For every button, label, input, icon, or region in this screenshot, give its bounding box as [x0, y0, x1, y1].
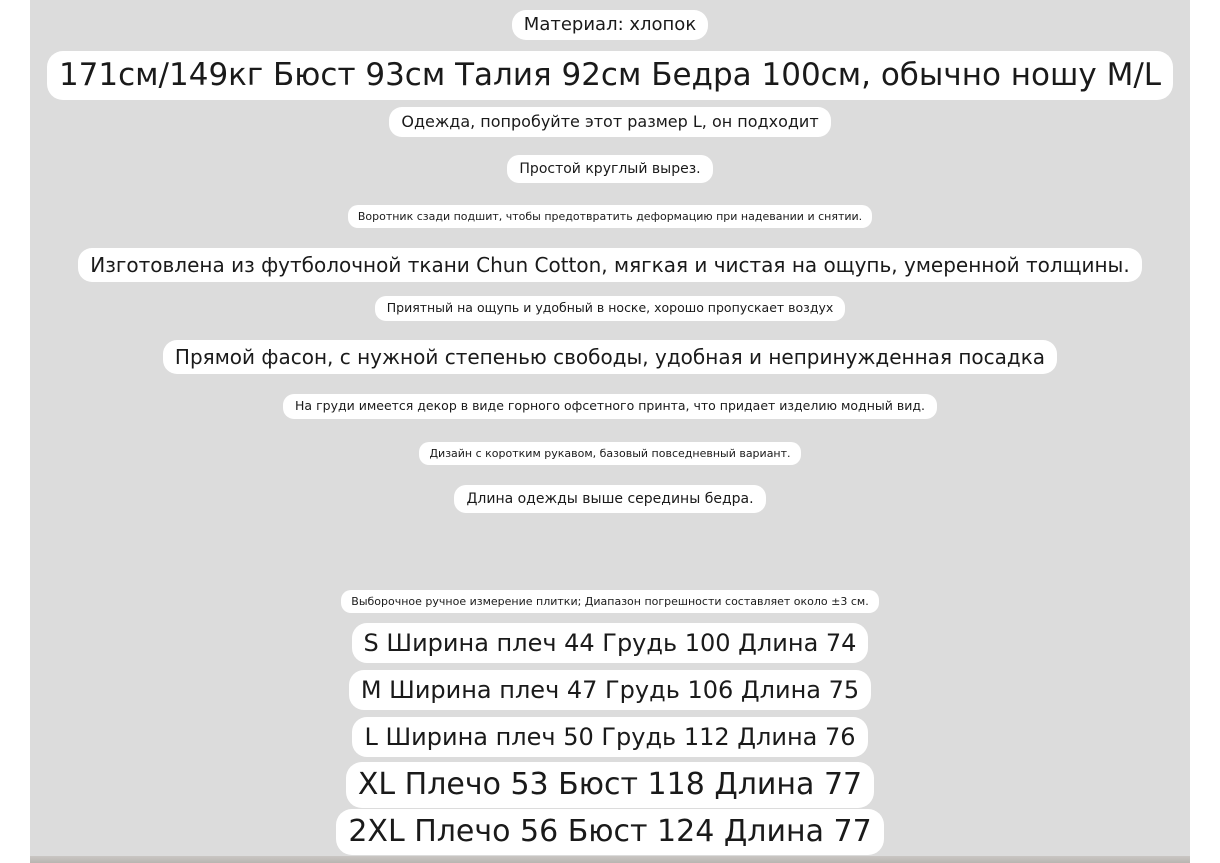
feature-row [0, 394, 1220, 419]
feature-row [0, 442, 1220, 465]
feature-label: На груди имеется декор в виде горного офсетного принта, что придает изделию модный вид. [283, 394, 937, 419]
size-l-label: L Ширина плеч 50 Грудь 112 Длина 76 [352, 717, 867, 757]
size-tip-row [0, 107, 1220, 137]
feature-row [0, 248, 1220, 282]
feature-label: Длина одежды выше середины бедра. [454, 485, 765, 513]
size-recommendation-label: Одежда, попробуйте этот размер L, он подходит [389, 107, 830, 137]
bottom-shade [30, 856, 1190, 863]
size-row [0, 809, 1220, 855]
material-label: Материал: хлопок [512, 10, 708, 40]
model-measurements-label: 171см/149кг Бюст 93см Талия 92см Бедра 100см, обычно ношу M/L [47, 51, 1173, 100]
measurement-note-row [0, 590, 1220, 613]
feature-label: Приятный на ощупь и удобный в носке, хорошо пропускает воздух [375, 296, 846, 321]
size-row [0, 717, 1220, 757]
feature-row [0, 340, 1220, 374]
feature-label: Дизайн с коротким рукавом, базовый повседневный вариант. [419, 442, 800, 465]
feature-row [0, 205, 1220, 228]
feature-label: Простой круглый вырез. [507, 155, 712, 183]
size-m-label: M Ширина плеч 47 Грудь 106 Длина 75 [349, 670, 871, 710]
size-row [0, 623, 1220, 663]
size-xl-label: XL Плечо 53 Бюст 118 Длина 77 [346, 762, 874, 808]
feature-row [0, 296, 1220, 321]
model-fit-row [0, 51, 1220, 100]
feature-label: Прямой фасон, с нужной степенью свободы, удобная и непринужденная посадка [163, 340, 1057, 374]
size-2xl-label: 2XL Плечо 56 Бюст 124 Длина 77 [336, 809, 883, 855]
size-row [0, 762, 1220, 808]
feature-label: Воротник сзади подшит, чтобы предотвратить деформацию при надевании и снятии. [348, 205, 872, 228]
size-row [0, 670, 1220, 710]
feature-row [0, 155, 1220, 183]
feature-row [0, 485, 1220, 513]
measurement-note-label: Выборочное ручное измерение плитки; Диапазон погрешности составляет около ±3 см. [341, 590, 878, 613]
feature-label: Изготовлена из футболочной ткани Chun Cotton, мягкая и чистая на ощупь, умеренной толщины. [78, 248, 1141, 282]
size-s-label: S Ширина плеч 44 Грудь 100 Длина 74 [352, 623, 869, 663]
material-row [0, 10, 1220, 40]
